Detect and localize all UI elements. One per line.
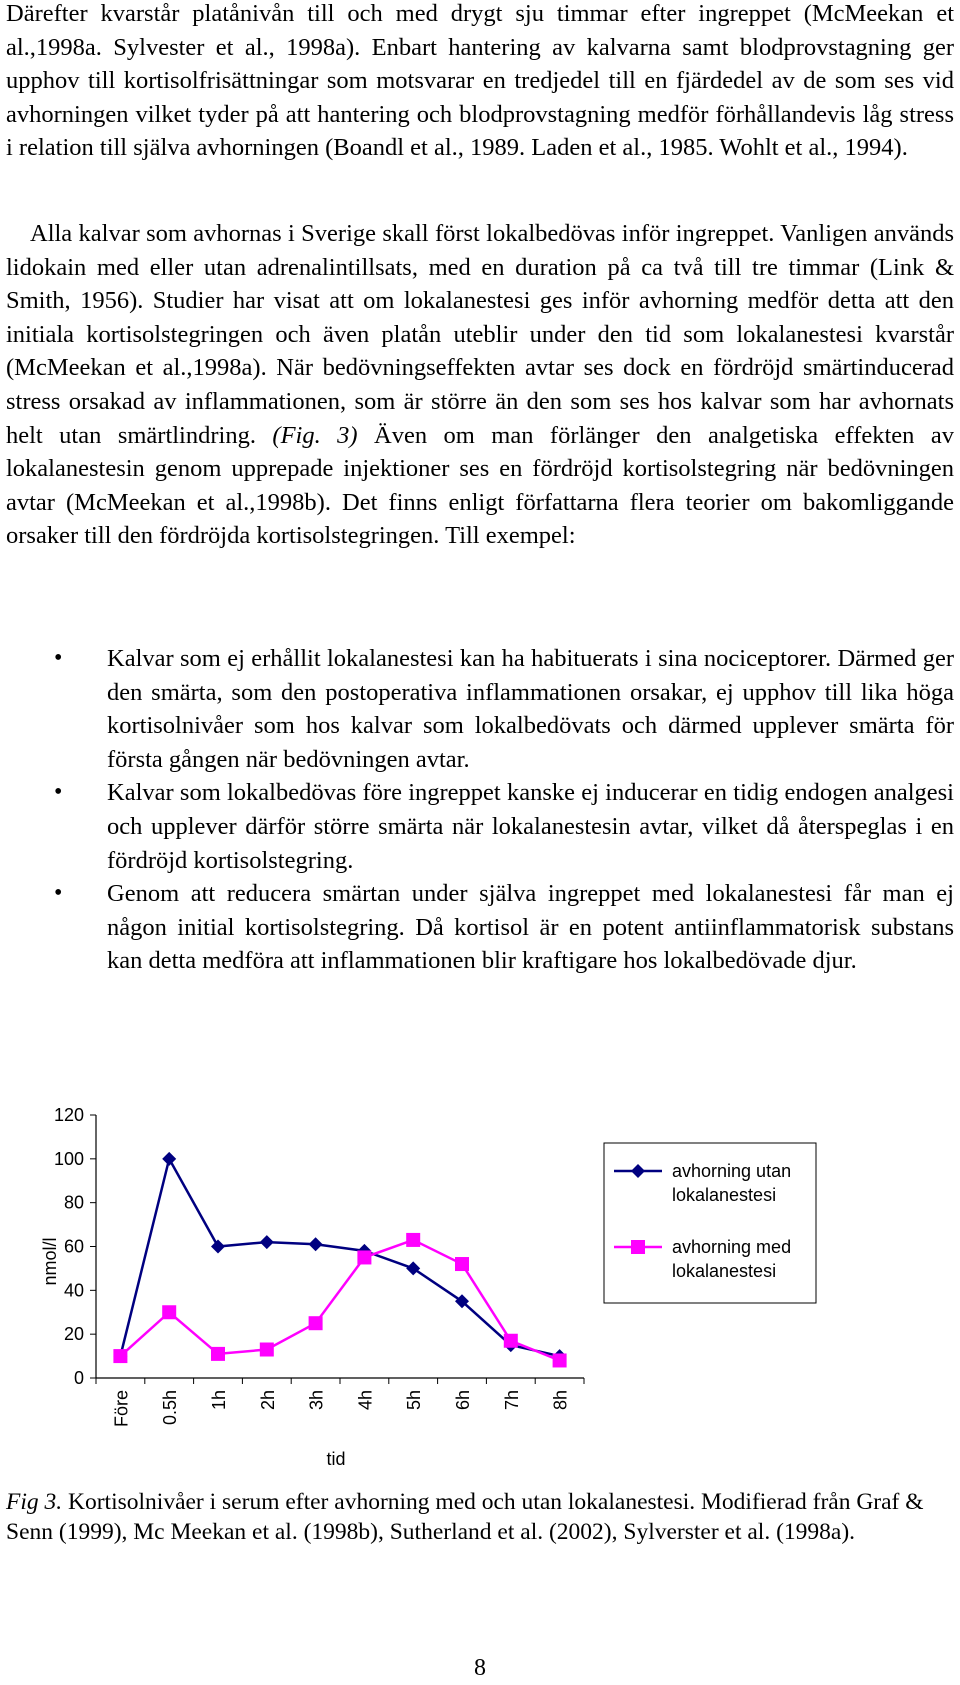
data-point (211, 1347, 225, 1361)
chart-legend (604, 1143, 816, 1303)
data-point (406, 1233, 420, 1247)
bullet-icon: • (54, 645, 63, 671)
x-tick-label: 0.5h (160, 1390, 181, 1426)
paragraph-2 (6, 217, 954, 553)
series-2 (113, 1233, 566, 1368)
legend-swatch-marker (631, 1240, 645, 1254)
series-line (120, 1240, 559, 1361)
x-tick-label: 5h (404, 1390, 425, 1411)
paragraph-2-text-a: Alla kalvar som avhornas i Sverige skall först lokalbedövas inför ingreppet. Vanligen används lidokain med eller utan adrenalintillsats, med en duration på ca två till tre timmar (Link & Smith, 1956). Studier har visat att om lokalanestesi ges inför avhorning medför detta att den initiala kortisolstegringen och även platån uteblir under den tid som lokalanestesi kvarstår (McMeekan et al.,1998a). När bedövningseffekten avtar ses dock en fördröjd smärtinducerad stress orsakad av inflammationen, som är större än den som ses hos kalvar som har avhornats helt utan smärtlindring. (6, 220, 954, 449)
list-item (6, 776, 954, 877)
y-tick-label: 40 (63, 1280, 84, 1301)
data-point (260, 1343, 274, 1357)
y-axis-title: nmol/l (40, 1237, 60, 1286)
list-item-text: Kalvar som lokalbedövas före ingreppet kanske ej inducerar en tidig endogen analgesi och upplever därför större smärta när lokalanestesin avtar, vilket då återspeglas i en fördröjd kortisolstegring. (107, 779, 954, 874)
list-item (6, 642, 954, 776)
series-1 (113, 1152, 566, 1363)
chart-series (113, 1152, 566, 1368)
data-point (162, 1305, 176, 1319)
data-point (553, 1353, 567, 1367)
x-tick-label: 2h (257, 1390, 278, 1411)
data-point (309, 1237, 323, 1251)
bullet-list (6, 642, 954, 978)
page-number: 8 (474, 1655, 486, 1681)
cortisol-line-chart (6, 1085, 954, 1475)
data-point (455, 1257, 469, 1271)
y-tick-label: 120 (53, 1105, 84, 1125)
figure-caption-text: Kortisolnivåer i serum efter avhorning med och utan lokalanestesi. Modifierad från Graf & Senn (1999), Mc Meekan et al. (1998b), Sutherland et al. (2002), Sylverster et al. (1998a). (6, 1489, 924, 1545)
data-point (211, 1240, 225, 1254)
y-tick-label: 60 (63, 1236, 84, 1257)
data-point (113, 1349, 127, 1363)
paragraph-2-text-b: Även om man förlänger den analgetiska effekten av lokalanestesin genom upprepade injektioner ses en fördröjd kortisolstegring när bedövningen avtar (McMeekan et al.,1998b). Det finns enligt författarna flera teorier om bakomliggande orsaker till den fördröjda kortisolstegringen. Till exempel: (6, 421, 955, 550)
x-tick-label: 4h (355, 1390, 376, 1411)
chart-axes (40, 1105, 584, 1469)
x-tick-label: 7h (501, 1390, 522, 1411)
list-item-text: Genom att reducera smärtan under själva ingreppet med lokalanestesi får man ej någon initial kortisolstegring. Då kortisol är en potent antiinflammatorisk substans kan detta medföra att inflammationen blir kraftigare hos lokalbedövade djur. (107, 880, 954, 975)
legend-label: lokalanestesi (672, 1261, 777, 1281)
paragraph-1: Därefter kvarstår platånivån till och med drygt sju timmar efter ingreppet (McMeekan et al.,1998a. Sylvester et al., 1998a). Enbart hantering av kalvarna samt blodprovstagning ger upphov till kortisolfrisättningar som motsvarar en tredjedel till en fjärdedel av de som ses vid avhorningen vilket tyder på att hantering och blodprovstagning medför förhållandevis låg stress i relation till själva avhorningen (Boandl et al., 1989. Laden et al., 1985. Wohlt et al., 1994). (6, 0, 954, 162)
figure-label: Fig 3. (6, 1489, 63, 1515)
data-point (504, 1334, 518, 1348)
bullet-icon: • (54, 779, 63, 806)
list-item (6, 877, 954, 978)
figure-reference: (Fig. 3) (272, 421, 358, 449)
figure-caption (6, 1487, 954, 1547)
x-tick-label: Före (111, 1390, 132, 1428)
data-point (406, 1261, 420, 1275)
y-tick-label: 80 (63, 1192, 84, 1213)
y-tick-label: 0 (73, 1368, 84, 1388)
legend-label: avhorning utan (672, 1161, 792, 1181)
y-tick-label: 20 (63, 1324, 84, 1345)
x-tick-label: 6h (453, 1390, 473, 1411)
legend-label: lokalanestesi (672, 1185, 777, 1205)
list-item-text: Kalvar som ej erhållit lokalanestesi kan ha habituerats i sina nociceptorer. Därmed ger den smärta, som den postoperativa inflammationen orsakar, ej upphov till lika höga kortisolnivåer som hos kalvar som lokalbedövats och därmed upplever smärta för första gången när bedövningen avtar. (107, 645, 954, 773)
legend-label: avhorning med (672, 1237, 792, 1257)
x-tick-label: 1h (209, 1390, 229, 1411)
x-axis-title: tid (326, 1449, 346, 1469)
bullet-icon: • (54, 880, 63, 907)
y-tick-label: 100 (53, 1148, 84, 1169)
x-tick-label: 3h (306, 1390, 327, 1411)
data-point (357, 1250, 371, 1264)
data-point (260, 1235, 274, 1249)
data-point (162, 1152, 176, 1166)
x-tick-label: 8h (550, 1390, 571, 1411)
data-point (309, 1316, 323, 1330)
